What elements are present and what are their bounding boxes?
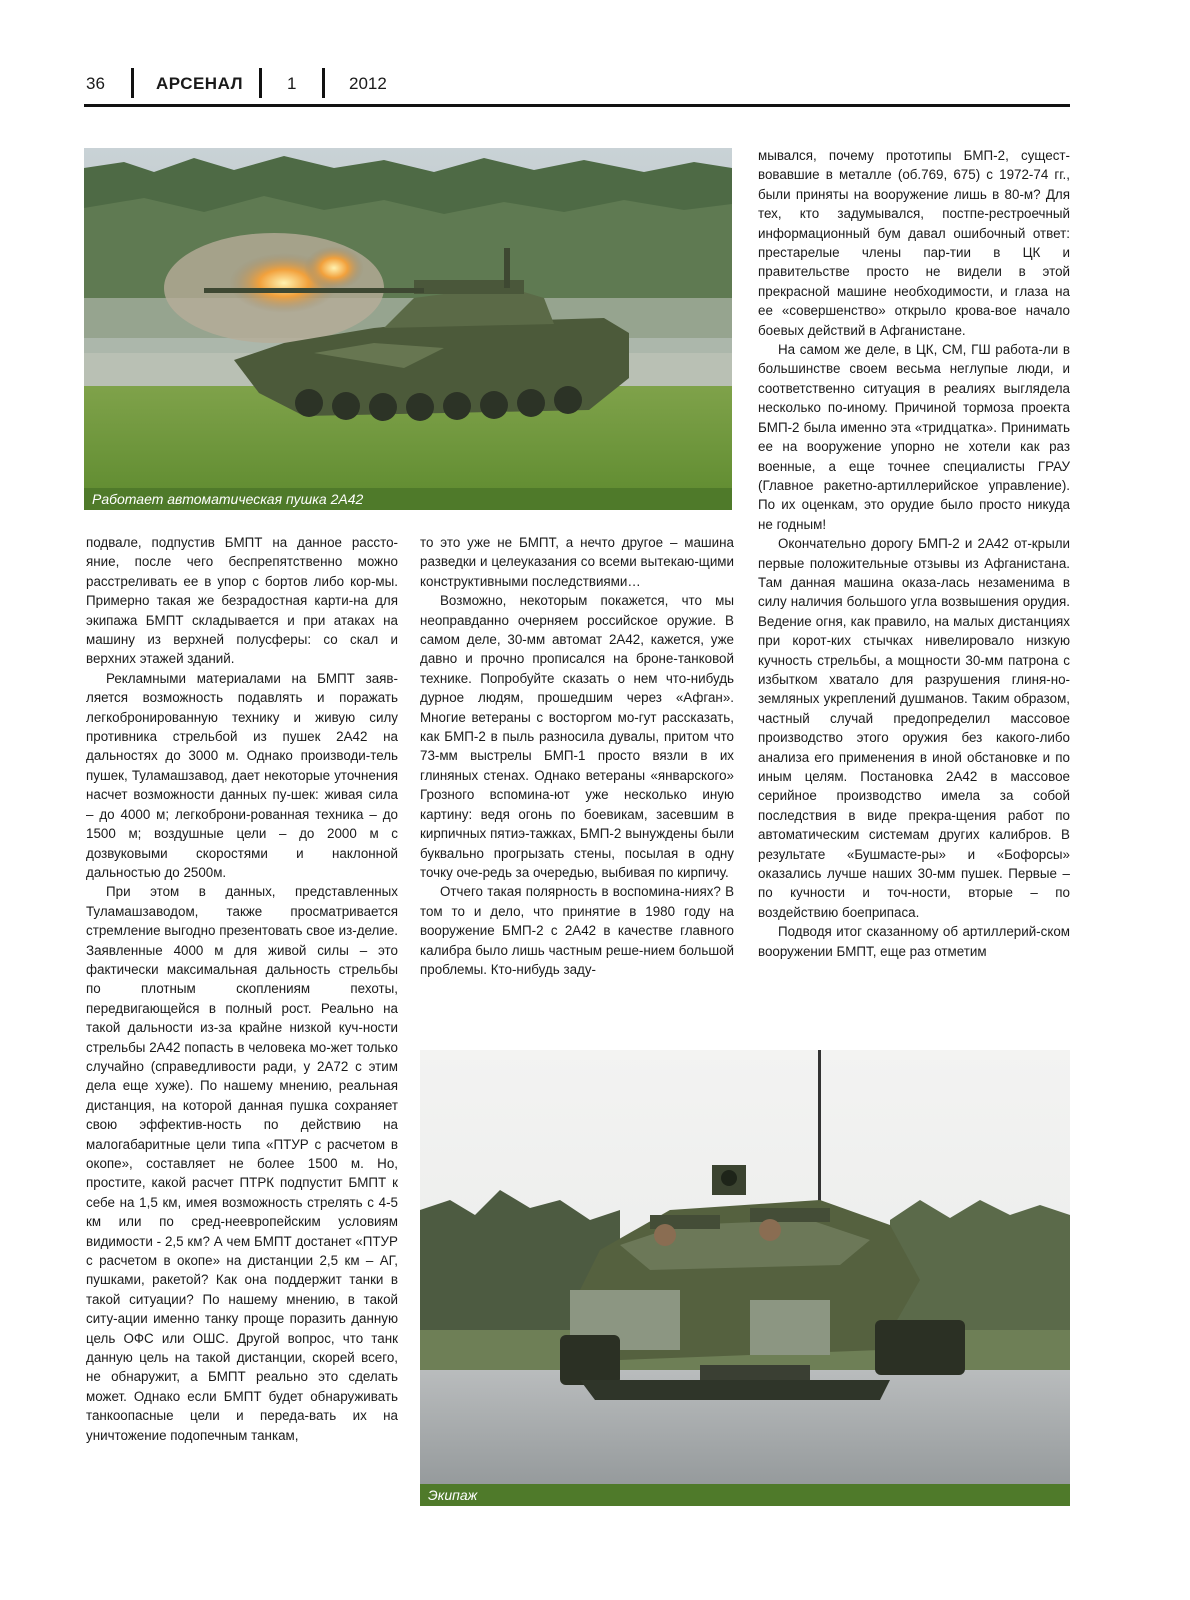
page-header xyxy=(84,64,1070,107)
page-number: 36 xyxy=(86,74,105,93)
photo-crew xyxy=(420,1050,1070,1506)
paragraph: Возможно, некоторым покажется, что мы неоправданно очерняем российское оружие. В самом деле, 30-мм автомат 2А42, кажется, уже давно и прочно прописался на броне-танковой технике. Попробуйте сказать о нем что-нибудь дурное людям, прошедшим через «Афган». Многие ветераны с восторгом мо-гут рассказать, как БМП-2 в пыль разносила дувалы, притом что 73-мм выстрелы БМП-1 просто вязли в их глиняных стенах. Однако ветераны «январского» Грозного вспомина-ют уже несколько иную картину: ведя огонь по боевикам, засевшим в кирпичных пятиэ-тажках, БМП-2 вынуждены были буквально прогрызать стены, посылая в одну точку оче-редь за очередью, выбивая по кирпичу. xyxy=(420,593,734,880)
issue-number: 1 xyxy=(287,74,297,93)
article-column-1 xyxy=(86,533,398,1445)
header-divider xyxy=(322,68,325,98)
header-divider xyxy=(131,68,134,98)
issue-year: 2012 xyxy=(349,74,387,93)
photo-caption: Работает автоматическая пушка 2А42 xyxy=(84,488,732,510)
photo-firing-cannon-image xyxy=(84,148,732,510)
magazine-title: АРСЕНАЛ xyxy=(156,74,243,93)
photo-caption: Экипаж xyxy=(420,1484,1070,1506)
paragraph: Рекламными материалами на БМПТ заяв-ляется возможность подавлять и поражать легкобронированную технику и живую силу противника стрельбой из пушек 2А42 на дальностях до 3000 м. Однако производи-тель пушек, Туламашзавод, дает некоторые уточнения насчет возможности данных пу-шек: живая сила – до 4000 м; легкоброни-рованная техника – до 1500 м; воздушные цели – до 2000 м с дозвуковыми скоростями и наклонной дальностью до 2500м. xyxy=(86,670,398,880)
paragraph: то это уже не БМПТ, а нечто другое – машина разведки и целеуказания со всеми вытекаю-щими конструктивными последствиями… xyxy=(420,535,734,589)
paragraph: Отчего такая полярность в воспомина-ниях? В том то и дело, что принятие в 1980 году на вооружение БМП-2 с 2А42 в качестве главного калибра было лишь частным реше-нием большой проблемы. Кто-нибудь заду- xyxy=(420,884,734,977)
article-column-3 xyxy=(758,146,1070,961)
paragraph: На самом же деле, в ЦК, СМ, ГШ работа-ли в большинстве своем весьма неглупые люди, и соответственно ситуация в реалиях выглядела несколько по-иному. Причиной тормоза проекта БМП-2 была именно эта «тридцатка». Принимать ее на вооружение упорно не хотели как раз военные, а еще точнее специалисты ГРАУ (Главное ракетно-артиллерийское управление). По их оценкам, это орудие было просто никуда не годным! xyxy=(758,342,1070,532)
photo-firing-cannon xyxy=(84,148,732,510)
photo-crew-image xyxy=(420,1050,1070,1506)
paragraph: При этом в данных, представленных Туламашзаводом, также просматривается стремление выгодно презентовать свое из-делие. Заявленные 4000 м для живой силы – это фактически максимальная дальность стрельбы по плотным скоплениям пехоты, передвигающейся в полный рост. Реально на такой дальности из-за крайне низкой куч-ности стрельбы 2А42 попасть в человека мо-жет только случайно (справедливости ради, у 2А72 с этим дела еще хуже). По нашему мнению, реальная дистанция, на которой данная пушка сохраняет свою эффектив-ность по действию на малогабаритные цели типа «ПТУР с расчетом в окопе», составляет не более 1500 м. Но, простите, какой расчет ПТРК подпустит БМПТ к себе на 1,5 км, имея возможность стрелять с 4-5 км или по сред-неевропейским условиям видимости - 2,5 км? А чем БМПТ достанет «ПТУР с расчетом в окопе» на дистанции 2,5 км – АГ, пушками, ракетой? Как она поддержит танки в такой ситуации? По нашему мнению, в такой ситу-ации именно танку проще поразить данную цель ОФС или ОШС. Другой вопрос, что танк данную цель на такой дистанции, скорей всего, не обнаружит, а БМПТ реально это сделать может. Однако если БМПТ будет обнаруживать танкоопасные цели и переда-вать их на уничтожение подопечным танкам, xyxy=(86,884,398,1443)
paragraph: мывался, почему прототипы БМП-2, сущест-вовавшие в металле (об.769, 675) с 1972-74 гг., были приняты на вооружение лишь в 80-м? Для тех, кто задумывался, постпе-рестроечный информационный бум давал ошибочный ответ: престарелые члены пар-тии в ЦК и правительстве просто не видели в этой прекрасной машине необходимости, и глаза на ее «совершенство» открыло крова-вое начало боевых действий в Афганистане. xyxy=(758,148,1070,338)
paragraph: Подводя итог сказанному об артиллерий-ском вооружении БМПТ, еще раз отметим xyxy=(758,924,1070,959)
article-column-2 xyxy=(420,533,734,979)
paragraph: Окончательно дорогу БМП-2 и 2А42 от-крыли первые положительные отзывы из Афганистана. Там данная машина оказа-лась незаменима в силу наличия большого угла возвышения орудия. Ведение огня, как правило, на малых дистанциях при корот-ких стычках нивелировало низкую кучность стрельбы, а мощности 30-мм патрона с избытком хватало для разрушения глиня-но-земляных укреплений душманов. Таким образом, частный случай предопределил массовое производство этого оружия без какого-либо анализа его применения в иной обстановке и по иным целям. Постановка 2А42 в массовое серийное производство имела за собой последствия в виде прекра-щения работ по автоматическим системам других калибров. В результате «Бушмасте-ры» и «Бофорсы» оказались лучше наших 30-мм пушек. Первые – по кучности и точ-ности, вторые – по воздействию боеприпаса. xyxy=(758,536,1070,920)
header-divider xyxy=(259,68,262,98)
paragraph: подвале, подпустив БМПТ на данное рассто-яние, после чего беспрепятственно можно расстреливать ее в упор с бортов либо кор-мы. Примерно такая же безрадостная карти-на для экипажа БМПТ складывается и при атаках на машину из верхней полусферы: со скал и верхних этажей зданий. xyxy=(86,535,398,667)
